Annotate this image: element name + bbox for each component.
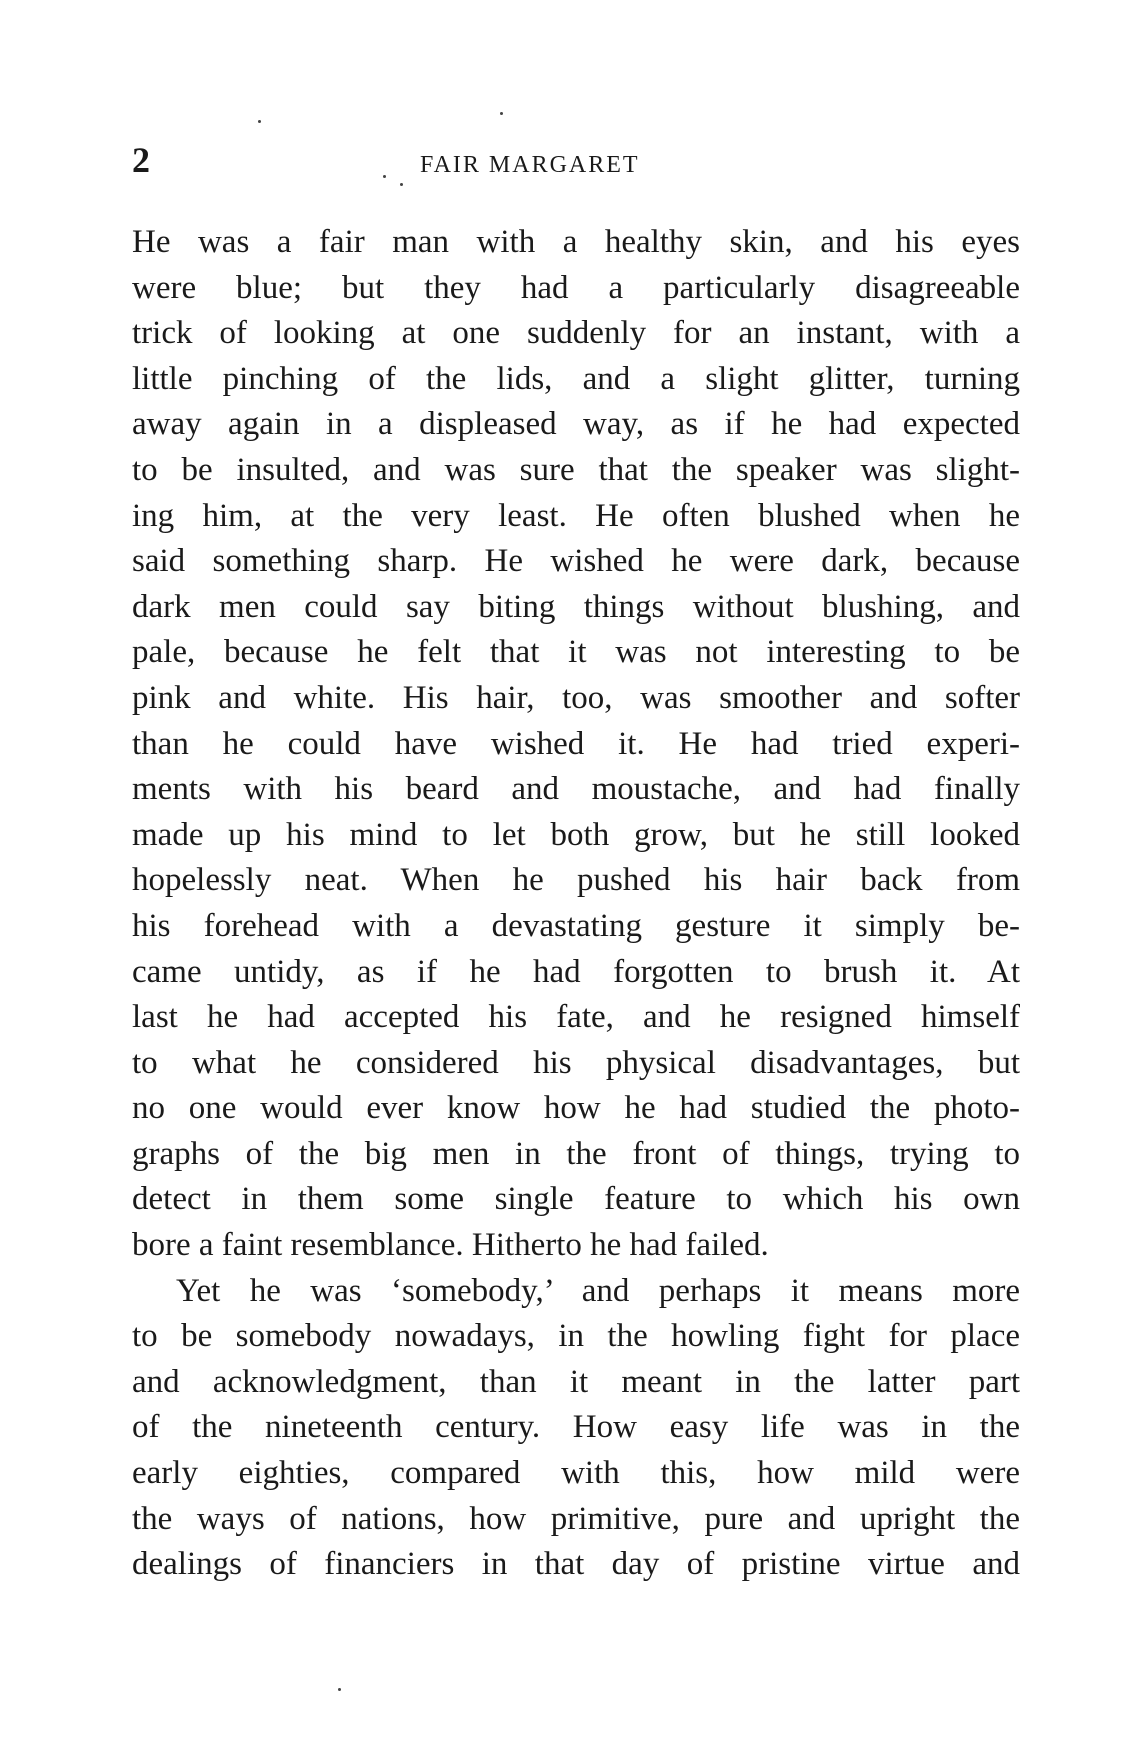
text-line: than he could have wished it. He had tried experi- [132, 725, 1020, 762]
scan-speck [258, 120, 261, 123]
text-line: graphs of the big men in the front of things, trying to [132, 1135, 1020, 1172]
text-line: to be insulted, and was sure that the speaker was slight- [132, 451, 1020, 488]
text-line: dark men could say biting things without blushing, and [132, 588, 1020, 625]
text-line: bore a faint resemblance. Hitherto he had failed. [132, 1227, 769, 1264]
scan-speck [400, 183, 403, 186]
text-line: little pinching of the lids, and a slight glitter, turning [132, 360, 1020, 397]
text-line: and acknowledgment, than it meant in the latter part [132, 1363, 1020, 1400]
scan-speck [383, 175, 386, 178]
body-text [132, 220, 1020, 1588]
text-line: were blue; but they had a particularly disagreeable [132, 269, 1020, 306]
text-line: hopelessly neat. When he pushed his hair back from [132, 862, 1020, 899]
text-line: to what he considered his physical disadvantages, but [132, 1044, 1020, 1081]
text-line: made up his mind to let both grow, but he still looked [132, 816, 1020, 853]
text-line: ing him, at the very least. He often blushed when he [132, 497, 1020, 534]
text-line: pink and white. His hair, too, was smoother and softer [132, 679, 1020, 716]
running-head: FAIR MARGARET [420, 152, 640, 178]
page-number: 2 [132, 140, 150, 180]
text-line: dealings of financiers in that day of pristine virtue and [132, 1546, 1020, 1583]
text-line: ments with his beard and moustache, and had finally [132, 771, 1020, 808]
text-line: last he had accepted his fate, and he resigned himself [132, 999, 1020, 1036]
text-line: no one would ever know how he had studied the photo- [132, 1090, 1020, 1127]
text-line: of the nineteenth century. How easy life was in the [132, 1409, 1020, 1446]
text-line: his forehead with a devastating gesture it simply be- [132, 907, 1020, 944]
text-line: said something sharp. He wished he were dark, because [132, 543, 1020, 580]
text-line: to be somebody nowadays, in the howling fight for place [132, 1318, 1020, 1355]
scan-speck [500, 112, 503, 115]
text-line: came untidy, as if he had forgotten to brush it. At [132, 953, 1020, 990]
text-line: detect in them some single feature to which his own [132, 1181, 1020, 1218]
text-line: the ways of nations, how primitive, pure and upright the [132, 1500, 1020, 1537]
text-line: pale, because he felt that it was not interesting to be [132, 634, 1020, 671]
scan-speck [338, 1688, 341, 1691]
text-line: early eighties, compared with this, how mild were [132, 1455, 1020, 1492]
text-line: trick of looking at one suddenly for an instant, with a [132, 315, 1020, 352]
text-line: away again in a displeased way, as if he had expected [132, 406, 1020, 443]
text-line: Yet he was ‘somebody,’ and perhaps it means more [176, 1272, 1020, 1309]
text-line: He was a fair man with a healthy skin, and his eyes [132, 224, 1020, 260]
